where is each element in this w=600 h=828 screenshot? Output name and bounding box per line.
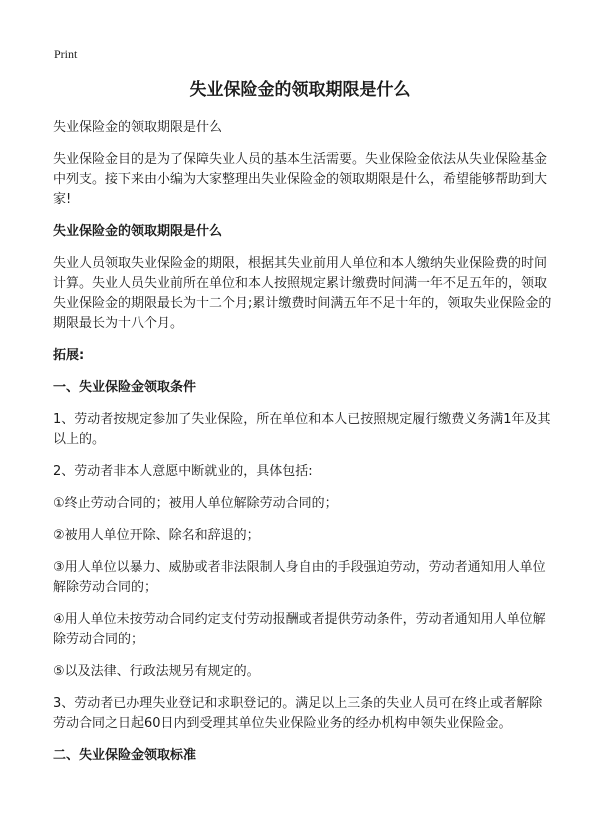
print-link[interactable]: Print (54, 47, 78, 61)
article-body (53, 118, 553, 766)
page-title: 失业保险金的领取期限是什么 (189, 80, 411, 100)
condition-item-3: 3、劳动者已办理失业登记和求职登记的。满足以上三条的失业人员可在终止或者解除劳动合同之日起60日内到受理其单位失业保险业务的经办机构申领失业保险金。 (53, 696, 543, 731)
case-item-5: ⑤以及法律、行政法规另有规定的。 (53, 664, 260, 679)
article-subtitle: 失业保险金的领取期限是什么 (53, 120, 223, 135)
intro-paragraph: 失业保险金目的是为了保障失业人员的基本生活需要。失业保险金依法从失业保险基金中列支。接下来由小编为大家整理出失业保险金的领取期限是什么，希望能够帮助到大家! (53, 152, 548, 207)
period-paragraph: 失业人员领取失业保险金的期限，根据其失业前用人单位和本人缴纳失业保险费的时间计算。失业人员失业前所在单位和本人按照规定累计缴费时间满一年不足五年的，领取失业保险金的期限最长为十二个月;累计缴费时间满五年不足十年的，领取失业保险金的期限最长为十八个月。 (53, 256, 552, 331)
case-item-1: ①终止劳动合同的；被用人单位解除劳动合同的； (53, 496, 338, 511)
section-heading-conditions: 一、失业保险金领取条件 (53, 380, 197, 395)
extension-label: 拓展: (53, 348, 85, 363)
case-item-2: ②被用人单位开除、除名和辞退的； (53, 528, 260, 543)
section-heading-standard: 二、失业保险金领取标准 (53, 748, 197, 763)
section-heading-period: 失业保险金的领取期限是什么 (53, 224, 223, 239)
condition-item-2: 2、劳动者非本人意愿中断就业的，具体包括: (53, 464, 313, 479)
condition-item-1: 1、劳动者按规定参加了失业保险，所在单位和本人已按照规定履行缴费义务满1年及其以上的。 (53, 412, 551, 447)
case-item-4: ④用人单位未按劳动合同约定支付劳动报酬或者提供劳动条件，劳动者通知用人单位解除劳动合同的； (53, 612, 546, 647)
case-item-3: ③用人单位以暴力、威胁或者非法限制人身自由的手段强迫劳动，劳动者通知用人单位解除劳动合同的； (53, 560, 546, 595)
